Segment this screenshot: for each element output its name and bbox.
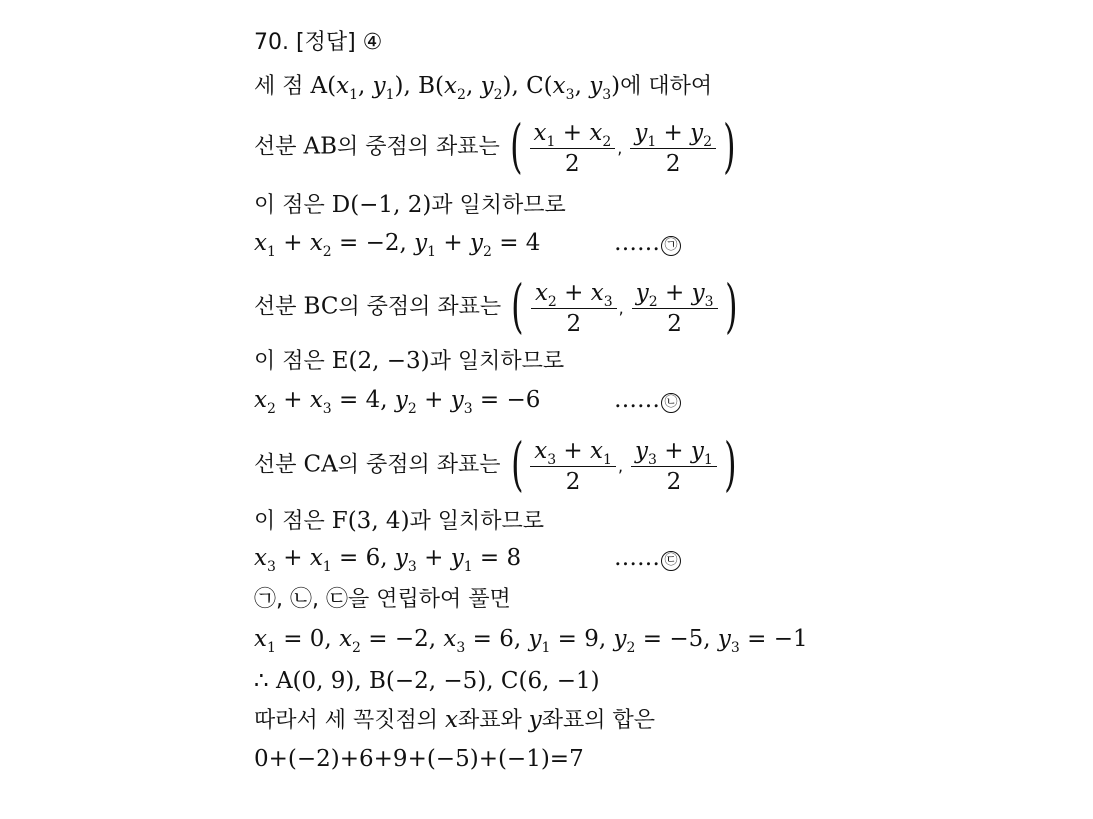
final-sum: 0+(−2)+6+9+(−5)+(−1)=7: [254, 746, 584, 772]
point-f-line: 이 점은 F(3, 4)과 일치하므로: [254, 508, 545, 534]
equation-3-marker: …… ㉢: [614, 547, 682, 571]
midpoint-ca-x: $\frac{x_3 + x_1}{2}$: [530, 440, 616, 494]
midpoint-ab-line: 선분 AB의 중점의 좌표는 ( $\frac{x_1 + x_2}{2}$ , $\frac{y_1 + y_2}{2}$ ): [254, 112, 736, 180]
midpoint-bc-line: 선분 BC의 중점의 좌표는 ( $\frac{x_2 + x_3}{2}$ , $\frac{y_2 + y_3}{2}$ ): [254, 272, 738, 340]
midpoint-ab-y: $\frac{y_1 + y_2}{2}$: [630, 122, 716, 176]
point-d-line: 이 점은 D(−1, 2)과 일치하므로: [254, 192, 566, 218]
points-definition-line: 세 점 $A(x_1$, $y_1$), $B(x_2$, $y_2$), $C(x_3$, $y_3$)에 대하여: [254, 73, 713, 103]
midpoint-bc-x: $\frac{x_2 + x_3}{2}$: [531, 282, 617, 336]
midpoint-ab-x: $\frac{x_1 + x_2}{2}$: [530, 122, 616, 176]
equation-1-marker: …… ㉠: [614, 232, 682, 256]
equation-2: $x_2 + x_3 = 4$, $y_2 + y_3 = -6$: [254, 387, 541, 417]
equation-1: $x_1 + x_2 = -2$, $y_1 + y_2 = 4$: [254, 230, 541, 260]
sum-intro-line: 따라서 세 꼭짓점의 x좌표와 y좌표의 합은: [254, 707, 655, 733]
solve-system-line: ㉠, ㉡, ㉢을 연립하여 풀면: [254, 587, 511, 612]
points-expression: $A(x_1$, $y_1$), $B(x_2$, $y_2$), $C(x_3$, $y_3$): [310, 73, 621, 103]
problem-heading: 70. [정답] ④: [254, 30, 383, 55]
equation-3: $x_3 + x_1 = 6$, $y_3 + y_1 = 8$: [254, 545, 522, 575]
midpoint-ca-line: 선분 CA의 중점의 좌표는 ( $\frac{x_3 + x_1}{2}$ , $\frac{y_3 + y_1}{2}$ ): [254, 430, 737, 498]
solution-values: $x_1 = 0$, $x_2 = -2$, $x_3 = 6$, $y_1 = 9$, $y_2 = -5$, $y_3 = -1$: [254, 626, 808, 656]
vertices-line: ∴ A(0, 9), B(−2, −5), C(6, −1): [254, 668, 600, 694]
point-e-line: 이 점은 E(2, −3)과 일치하므로: [254, 348, 565, 374]
midpoint-ca-y: $\frac{y_3 + y_1}{2}$: [631, 440, 717, 494]
midpoint-bc-y: $\frac{y_2 + y_3}{2}$: [632, 282, 718, 336]
equation-2-marker: …… ㉡: [614, 389, 682, 413]
